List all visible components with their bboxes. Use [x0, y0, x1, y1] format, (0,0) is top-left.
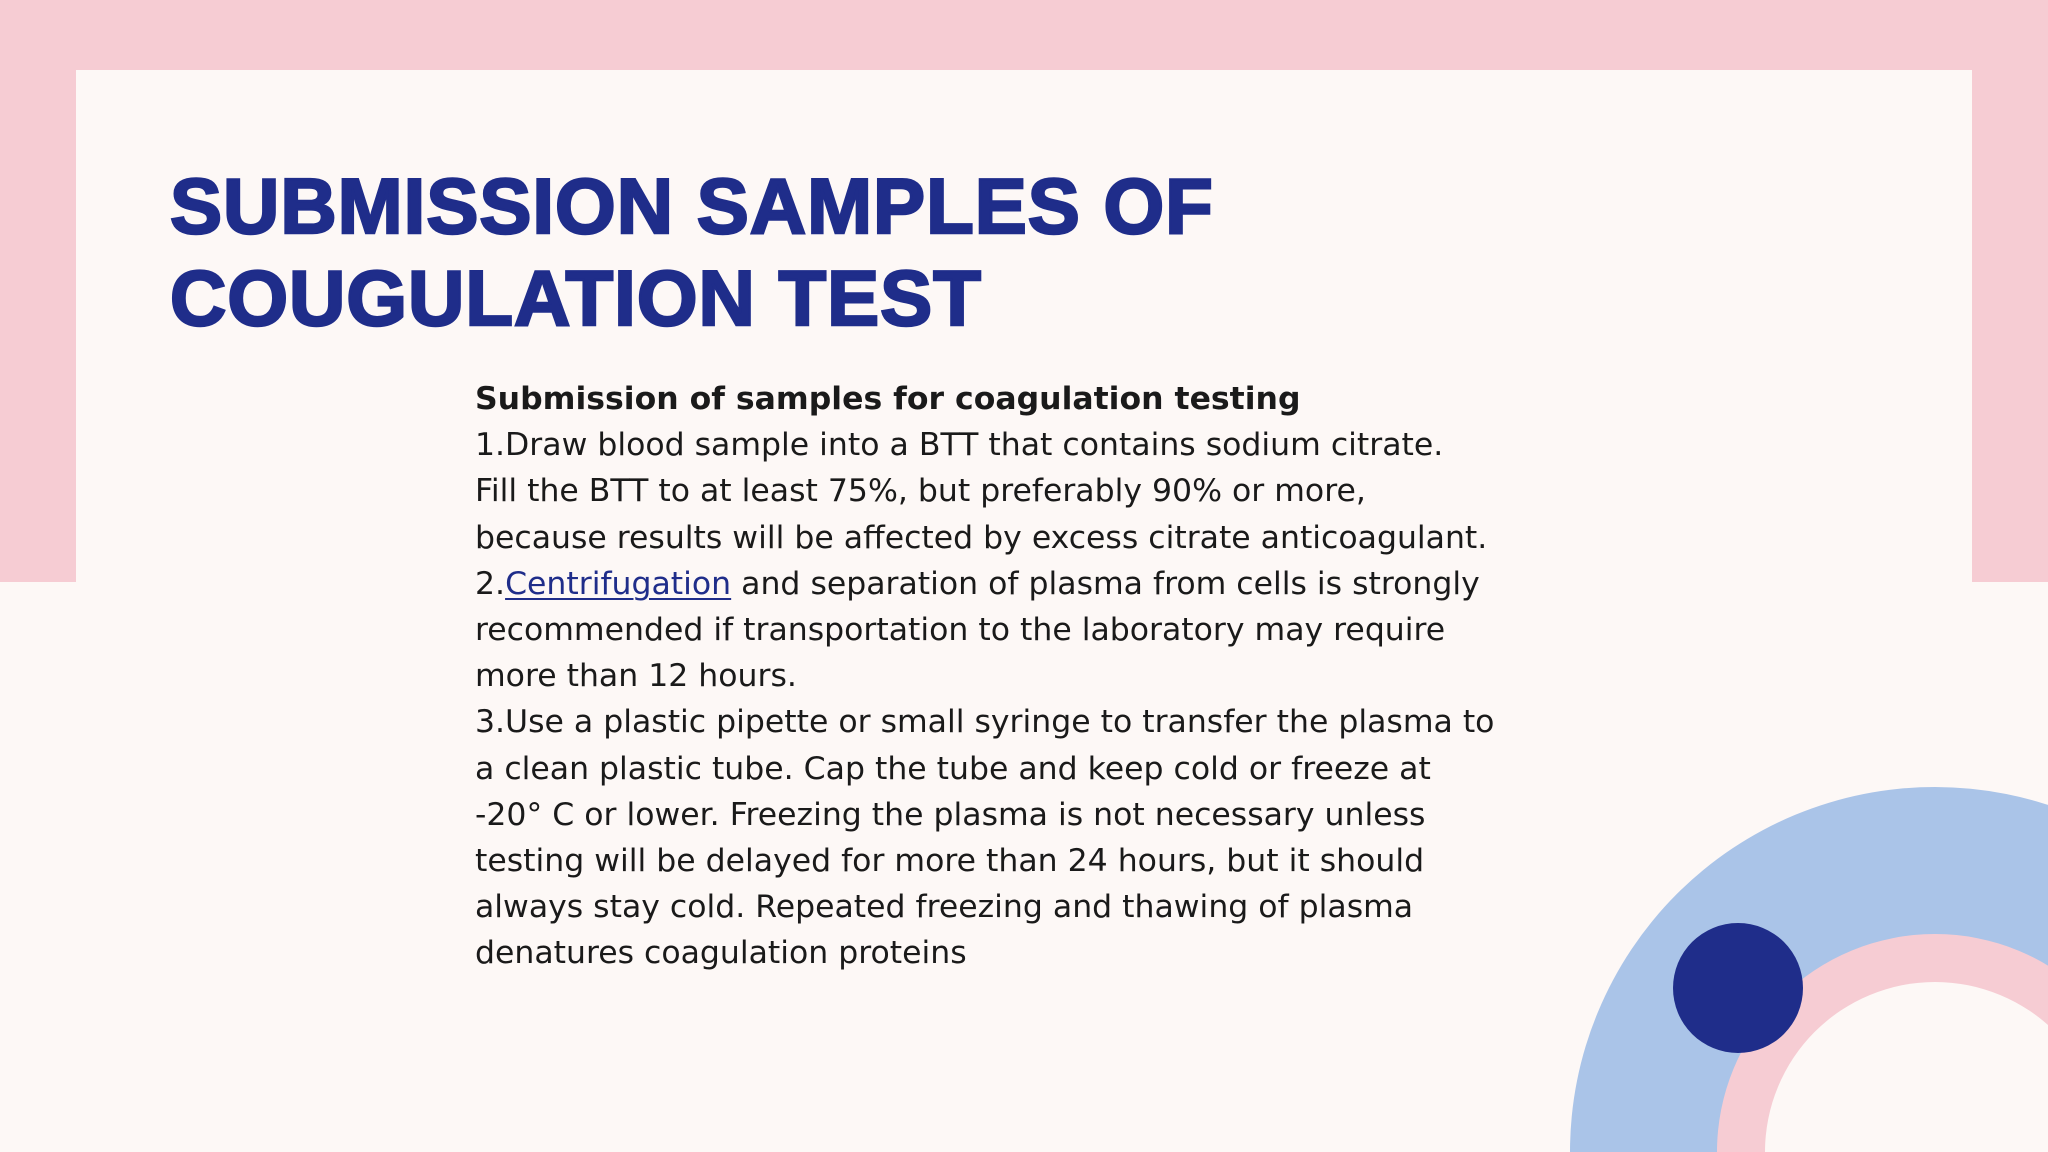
step-2-prefix: 2. [475, 565, 506, 602]
step-1-text: 1.Draw blood sample into a BTT that contains sodium citrate. Fill the BTT to at least 75%, but preferably 90% or more, because results will be affected by excess citrate anticoagulant. [475, 427, 1488, 556]
step-3-text: 3.Use a plastic pipette or small syringe to transfer the plasma to a clean plastic tube. Cap the tube and keep cold or freeze at -20° C or lower. Freezing the plasma is not necessary unless testing will be delayed for more than 24 hours, but it should always stay cold. Repeated freezing and thawing of plasma denatures coagulation proteins [475, 704, 1495, 972]
navy-dot [1673, 923, 1803, 1053]
body-heading: Submission of samples for coagulation testing [475, 381, 1301, 417]
body-text [475, 376, 1495, 977]
slide-title: SUBMISSION SAMPLES OF COUGULATION TEST [170, 162, 1214, 342]
centrifugation-link[interactable]: Centrifugation [505, 565, 732, 602]
step-2-text: and separation of plasma from cells is strongly recommended if transportation to the laboratory may require more than 12 hours. [475, 565, 1480, 695]
step-2-paragraph [475, 561, 1495, 700]
